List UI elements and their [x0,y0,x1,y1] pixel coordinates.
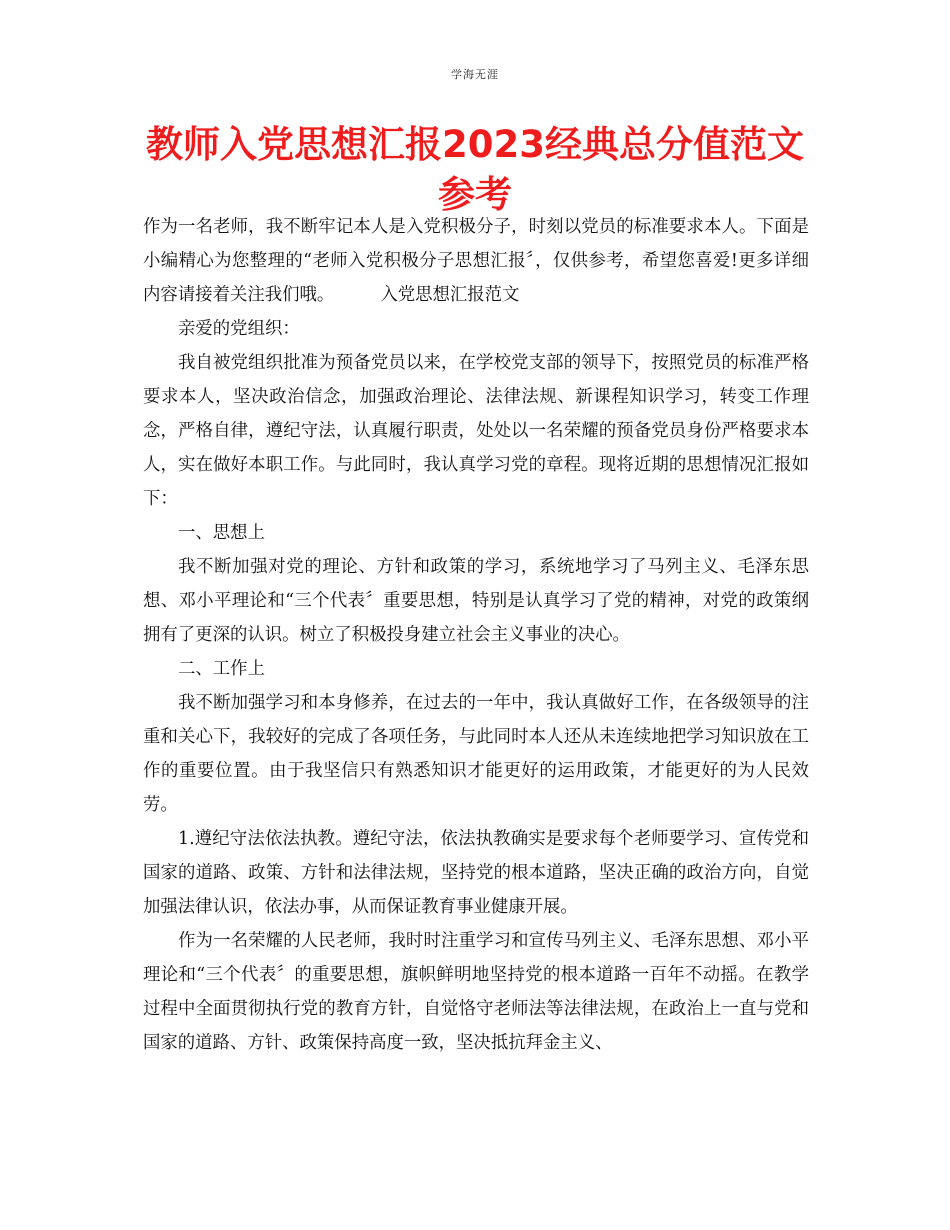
body-paragraph: 我自被党组织批准为预备党员以来，在学校党支部的领导下，按照党员的标准严格要求本人，坚决政治信念，加强政治理论、法律法规、新课程知识学习，转变工作理念，严格自律，遵纪守法，认真履行职责，处处以一名荣耀的预备党员身份严格要求本人，实在做好本职工作。与此同时，我认真学习党的章程。现将近期的思想情况汇报如下： [143,353,809,509]
document-body [143,210,809,1060]
body-paragraph: 我不断加强对党的理论、方针和政策的学习，系统地学习了马列主义、毛泽东思想、邓小平理论和“三个代表〞重要思想，特别是认真学习了党的精神，对党的政策纲拥有了更深的认识。树立了积极投身建立社会主义事业的决心。 [143,557,809,645]
body-paragraph: 作为一名荣耀的人民老师，我时时注重学习和宣传马列主义、毛泽东思想、邓小平理论和“三个代表〞的重要思想，旗帜鲜明地坚持党的根本道路一百年不动摇。在教学过程中全面贯彻执行党的教育方针，自觉恪守老师法等法律法规，在政治上一直与党和国家的道路、方针、政策保持高度一致，坚决抵抗拜金主义、 [143,931,809,1053]
document-title: 教师入党思想汇报2023经典总分值范文参考 [146,123,804,216]
intro-subtitle: 入党思想汇报范文 [380,285,520,305]
body-paragraph: 1.遵纪守法依法执教。遵纪守法，依法执教确实是要求每个老师要学习、宣传党和国家的道路、政策、方针和法律法规，坚持党的根本道路，坚决正确的政治方向，自觉加强法律认识，依法办事，从而保证教育事业健康开展。 [143,829,809,917]
section-heading-work: 二、工作上 [178,659,265,679]
intro-text: 作为一名老师，我不断牢记本人是入党积极分子，时刻以党员的标准要求本人。下面是小编精心为您整理的“老师入党积极分子思想汇报〞，仅供参考，希望您喜爱!更多详细内容请接着关注我们哦。 [143,217,809,305]
page-header: 学海无涯 [451,68,499,81]
salutation: 亲爱的党组织： [178,319,300,339]
body-paragraph: 我不断加强学习和本身修养，在过去的一年中，我认真做好工作，在各级领导的注重和关心下，我较好的完成了各项任务，与此同时本人还从未连续地把学习知识放在工作的重要位置。由于我坚信只有熟悉知识才能更好的运用政策，才能更好的为人民效劳。 [143,693,809,815]
section-heading-thought: 一、思想上 [178,523,265,543]
intro-paragraph [143,210,809,312]
